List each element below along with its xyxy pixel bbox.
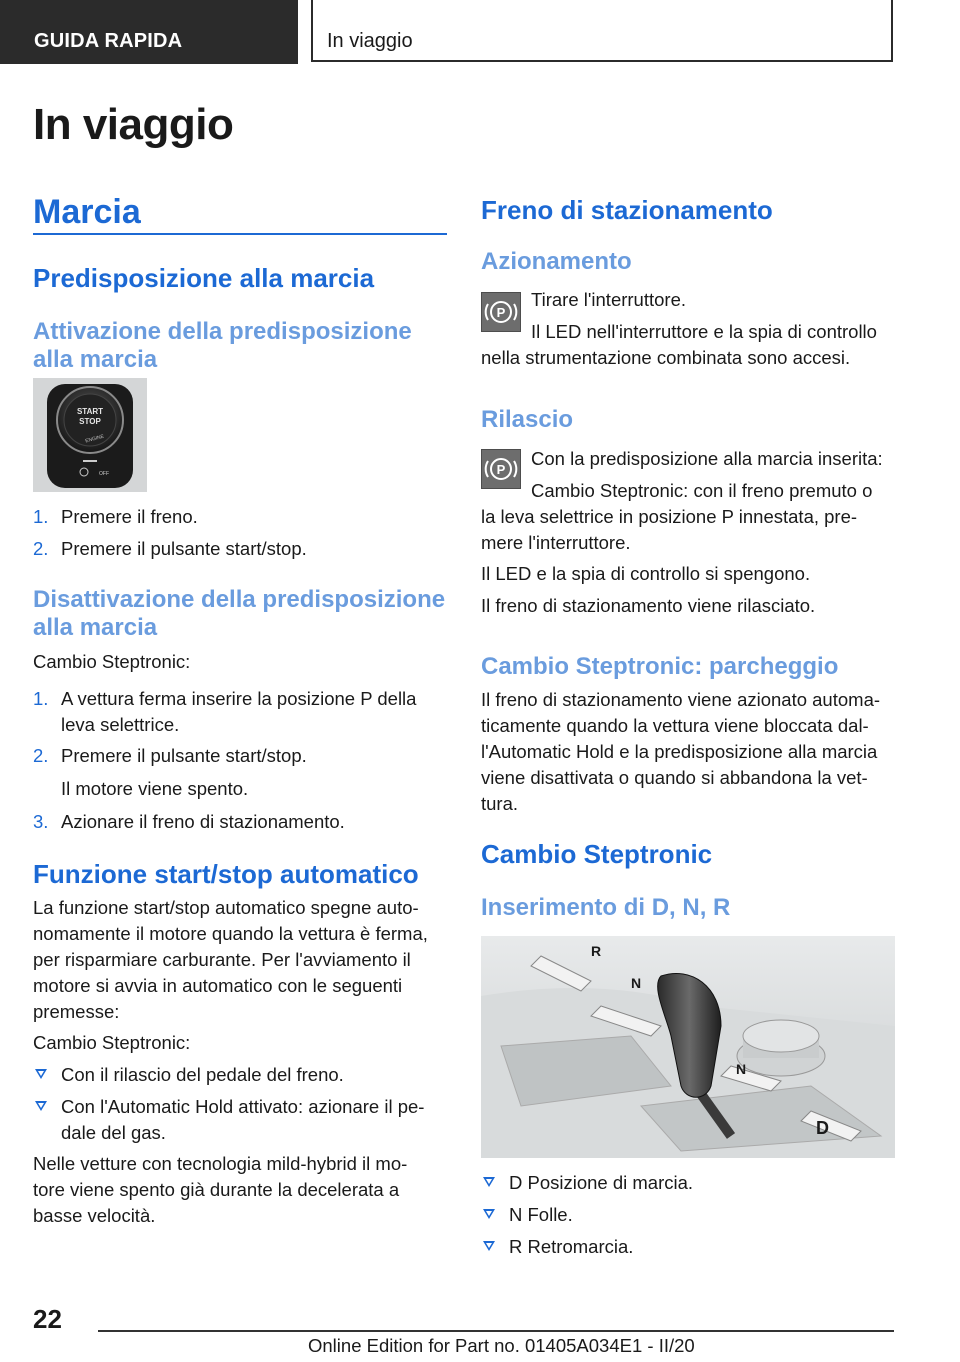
body-line: Tirare l'interruttore. (531, 289, 687, 310)
footer-rule (98, 1330, 894, 1332)
section-tab (0, 0, 298, 64)
body-line: tore viene spento già durante la decelerata a (33, 1179, 400, 1200)
step-number: 2. (33, 745, 49, 766)
body-line: basse velocità. (33, 1205, 156, 1226)
bullet-text: Con l'Automatic Hold attivato: azionare il pe‐ (61, 1096, 425, 1117)
body-line: Con la predisposizione alla marcia inserita: (531, 448, 883, 469)
step-text: Il motore viene spento. (61, 778, 249, 799)
heading-funzione: Funzione start/stop automatico (33, 859, 419, 889)
step-number: 1. (33, 688, 49, 709)
step-number: 1. (33, 506, 49, 527)
bullet-text: D Posizione di marcia. (509, 1172, 694, 1193)
body-line: Il LED e la spia di controllo si spengono. (481, 563, 811, 584)
heading-rilascio: Rilascio (481, 406, 574, 433)
gear-selector-image (481, 936, 895, 1158)
step-text: Premere il pulsante start/stop. (61, 538, 307, 559)
bullet-icon (483, 1209, 495, 1219)
start-stop-button-image (33, 378, 147, 492)
heading-freno: Freno di stazionamento (481, 195, 773, 225)
heading-marcia: Marcia (33, 193, 141, 231)
body-line: Nelle vetture con tecnologia mild-hybrid il mo‐ (33, 1153, 408, 1174)
step-text: A vettura ferma inserire la posizione P della (61, 688, 417, 709)
bullet-text: N Folle. (509, 1204, 573, 1225)
gear-label-d: D (816, 1118, 829, 1138)
gear-label-n: N (631, 975, 642, 991)
bullet-text: Con il rilascio del pedale del freno. (61, 1064, 344, 1085)
heading-azionamento: Azionamento (481, 248, 632, 275)
off-text: OFF (99, 471, 109, 477)
svg-text:P: P (496, 305, 506, 320)
heading-predisposizione: Predisposizione alla marcia (33, 263, 375, 293)
body-line: tura. (481, 793, 519, 814)
heading-parcheggio: Cambio Steptronic: parcheggio (481, 653, 839, 680)
heading-rule (33, 233, 447, 235)
heading-inserimento: Inserimento di D, N, R (481, 894, 731, 921)
body-line: mere l'interruttore. (481, 532, 631, 553)
body-line: Cambio Steptronic: con il freno premuto o (531, 480, 873, 501)
bullet-icon (483, 1241, 495, 1251)
step-text: Premere il freno. (61, 506, 198, 527)
step-text: Azionare il freno di stazionamento. (61, 811, 345, 832)
start-text: START (76, 407, 104, 416)
engine-text: ENGINE (84, 433, 105, 445)
bullet-text: R Retromarcia. (509, 1236, 634, 1257)
step-number: 3. (33, 811, 49, 832)
parking-brake-icon (481, 449, 521, 489)
heading-steptronic: Cambio Steptronic (481, 839, 713, 869)
body-line: Il freno di stazionamento viene rilasciato. (481, 595, 816, 616)
gear-label-n2: N (736, 1061, 747, 1077)
step-text: leva selettrice. (61, 714, 180, 735)
page-title: In viaggio (33, 100, 234, 149)
body-line: nomamente il motore quando la vettura è ferma, (33, 923, 428, 944)
bullet-text: dale del gas. (61, 1122, 166, 1143)
heading-attivazione: Attivazione della predisposizione alla marcia (33, 318, 412, 373)
body-line: l'Automatic Hold e la predisposizione alla marcia (481, 741, 878, 762)
body-line: ticamente quando la vettura viene bloccata dal‐ (481, 715, 869, 736)
body-line: per risparmiare carburante. Per l'avviamento il (33, 949, 411, 970)
body-line: La funzione start/stop automatico spegne auto‐ (33, 897, 419, 918)
body-line: Il LED nell'interruttore e la spia di controllo (531, 321, 877, 342)
svg-text:P: P (496, 462, 506, 477)
gear-label-r: R (591, 943, 602, 959)
step-number: 2. (33, 538, 49, 559)
stop-text: STOP (79, 417, 101, 426)
edition-text: Online Edition for Part no. 01405A034E1 - II/20 (308, 1335, 695, 1356)
bullet-icon (35, 1101, 47, 1111)
body-line: viene disattivata o quando si abbandona la vet‐ (481, 767, 868, 788)
body-line: la leva selettrice in posizione P innestata, pre‐ (481, 506, 858, 527)
body-line: premesse: (33, 1001, 120, 1022)
parking-brake-icon (481, 292, 521, 332)
page-number: 22 (33, 1304, 62, 1334)
body-line: Il freno di stazionamento viene azionato automa‐ (481, 689, 881, 710)
chapter-tab (311, 0, 893, 62)
chapter-label: In viaggio (327, 30, 413, 52)
cambio-label: Cambio Steptronic: (33, 1032, 191, 1053)
heading-disattivazione-line1: Disattivazione della predisposizione (33, 586, 446, 613)
bullet-icon (35, 1069, 47, 1079)
heading-disattivazione-line2: alla marcia (33, 614, 158, 641)
section-label: GUIDA RAPIDA (34, 30, 183, 52)
cambio-label: Cambio Steptronic: (33, 651, 191, 672)
step-text: Premere il pulsante start/stop. (61, 745, 307, 766)
body-line: motore si avvia in automatico con le seguenti (33, 975, 403, 996)
body-line: nella strumentazione combinata sono accesi. (481, 347, 851, 368)
bullet-icon (483, 1177, 495, 1187)
